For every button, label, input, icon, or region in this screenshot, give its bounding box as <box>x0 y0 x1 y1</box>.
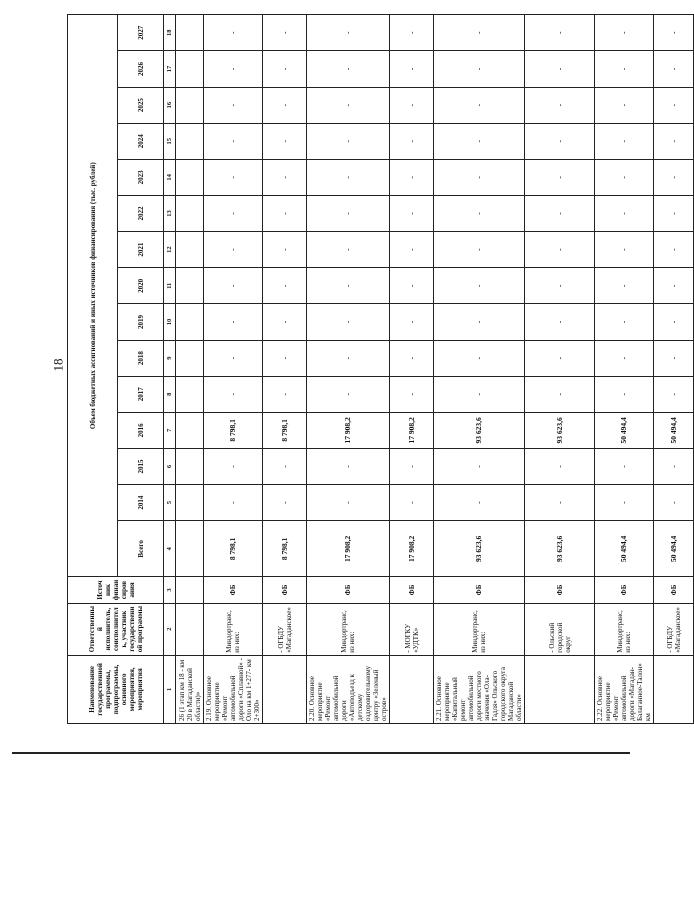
cell-year-value: - <box>204 123 263 159</box>
cell-year-value: - <box>654 340 694 376</box>
cell-year-value: - <box>307 340 390 376</box>
cell-year-value: - <box>307 15 390 51</box>
cell-year-value: - <box>595 232 654 268</box>
cell-year-value: - <box>263 485 307 521</box>
cell-year-value <box>176 376 204 412</box>
cell-total: 50 494,4 <box>654 521 694 577</box>
cell-source: ФБ <box>390 577 434 603</box>
cell-responsible: Миндортранс, из них: <box>595 603 654 655</box>
cell-year-value: - <box>263 232 307 268</box>
cell-year-value: - <box>390 123 434 159</box>
header-year: 2024 <box>118 123 164 159</box>
cell-year-value: - <box>595 15 654 51</box>
column-number: 7 <box>164 412 176 448</box>
cell-year-value: - <box>434 159 525 195</box>
cell-name <box>525 655 595 723</box>
cell-year-value: - <box>307 87 390 123</box>
cell-responsible: - ОГБДУ «Магаданское» <box>263 603 307 655</box>
header-year: 2020 <box>118 268 164 304</box>
cell-year-value: - <box>204 51 263 87</box>
cell-year-value: - <box>525 15 595 51</box>
cell-name: 2.20. Основное мероприятие «Ремонт автомобильной дороги «Автоподъезд к детскому оздоровительному центру «Зеленый остров» <box>307 655 390 723</box>
header-year: 2027 <box>118 15 164 51</box>
cell-year-value: - <box>595 485 654 521</box>
cell-name: 2.22. Основное мероприятие «Ремонт автомобильной дороги «Магадан-Балаганное-Талон» км <box>595 655 654 723</box>
header-year: 2025 <box>118 87 164 123</box>
column-number: 3 <box>164 577 176 603</box>
cell-year-value: - <box>525 195 595 231</box>
cell-year-value: - <box>390 51 434 87</box>
table-row <box>595 15 654 724</box>
cell-year-value <box>176 485 204 521</box>
cell-year-value: - <box>204 448 263 484</box>
cell-year-value: - <box>654 232 694 268</box>
cell-year-value: - <box>434 51 525 87</box>
cell-year-value: - <box>307 232 390 268</box>
table-row <box>263 15 307 724</box>
cell-year-value: - <box>390 15 434 51</box>
table-row <box>390 15 434 724</box>
cell-year-value <box>176 448 204 484</box>
cell-year-value: - <box>595 123 654 159</box>
column-number: 15 <box>164 123 176 159</box>
header-source: Источник финансирования <box>68 577 164 603</box>
cell-source: ФБ <box>525 577 595 603</box>
header-year: 2015 <box>118 448 164 484</box>
cell-year-value: - <box>654 485 694 521</box>
cell-year-value: - <box>390 376 434 412</box>
cell-year-value: 50 494,4 <box>654 412 694 448</box>
cell-year-value: - <box>434 123 525 159</box>
header-year: 2022 <box>118 195 164 231</box>
cell-source: ФБ <box>204 577 263 603</box>
cell-year-value: - <box>595 304 654 340</box>
cell-year-value: - <box>654 268 694 304</box>
cell-responsible: - Ольский городской округ <box>525 603 595 655</box>
header-responsible: Ответственный исполнитель, соисполнитель, участник государственной программы <box>68 603 164 655</box>
cell-total: 93 623,6 <box>525 521 595 577</box>
cell-year-value: - <box>595 87 654 123</box>
table-row <box>654 15 694 724</box>
cell-year-value <box>176 123 204 159</box>
horizontal-rule <box>12 752 630 754</box>
cell-year-value: - <box>595 268 654 304</box>
column-number: 6 <box>164 448 176 484</box>
cell-year-value: - <box>390 232 434 268</box>
cell-total: 17 908,2 <box>390 521 434 577</box>
cell-year-value: - <box>390 159 434 195</box>
header-year: 2014 <box>118 485 164 521</box>
cell-year-value: - <box>204 268 263 304</box>
cell-year-value: - <box>390 87 434 123</box>
cell-year-value: - <box>263 51 307 87</box>
column-number: 2 <box>164 603 176 655</box>
cell-year-value: - <box>654 123 694 159</box>
cell-responsible: Миндортранс, из них: <box>434 603 525 655</box>
cell-year-value: 93 623,6 <box>434 412 525 448</box>
cell-year-value <box>176 268 204 304</box>
cell-year-value <box>176 87 204 123</box>
cell-source <box>176 577 204 603</box>
cell-year-value: - <box>307 448 390 484</box>
cell-name: 26 (1 этап км 18 - км 20 в Магаданской области)» <box>176 655 204 723</box>
cell-year-value <box>176 159 204 195</box>
cell-year-value: - <box>307 485 390 521</box>
cell-year-value: 17 908,2 <box>307 412 390 448</box>
cell-responsible: - ОГБДУ «Магаданское» <box>654 603 694 655</box>
cell-year-value: - <box>204 340 263 376</box>
cell-year-value: - <box>263 448 307 484</box>
cell-year-value: - <box>204 159 263 195</box>
column-number: 5 <box>164 485 176 521</box>
cell-year-value: - <box>307 268 390 304</box>
cell-year-value: - <box>307 376 390 412</box>
table-row <box>204 15 263 724</box>
header-year: 2026 <box>118 51 164 87</box>
cell-source: ФБ <box>434 577 525 603</box>
cell-total: 8 798,1 <box>204 521 263 577</box>
header-funding-title: Объем бюджетных ассигнований и иных источников финансирования (тыс. рублей) <box>68 15 118 577</box>
column-number: 14 <box>164 159 176 195</box>
cell-source: ФБ <box>654 577 694 603</box>
cell-year-value: - <box>525 448 595 484</box>
cell-year-value: - <box>654 448 694 484</box>
column-number: 1 <box>164 655 176 723</box>
cell-year-value: - <box>434 15 525 51</box>
cell-year-value: - <box>525 159 595 195</box>
header-year: 2017 <box>118 376 164 412</box>
header-name: Наименование государственной программы, подпрограммы, основного мероприятия, мероприятия <box>68 655 164 723</box>
cell-year-value: - <box>595 195 654 231</box>
cell-name: 2.19. Основное мероприятие «Ремонт автомобильной дороги «Сплавной» - Оло на км 1+277- км 2+300» <box>204 655 263 723</box>
cell-year-value: - <box>434 376 525 412</box>
cell-year-value: - <box>654 304 694 340</box>
header-year: 2018 <box>118 340 164 376</box>
cell-year-value: - <box>204 376 263 412</box>
cell-year-value <box>176 412 204 448</box>
cell-year-value: - <box>434 268 525 304</box>
cell-year-value: - <box>595 448 654 484</box>
header-year: 2019 <box>118 304 164 340</box>
header-year: 2016 <box>118 412 164 448</box>
cell-year-value: - <box>263 304 307 340</box>
cell-year-value: - <box>204 195 263 231</box>
cell-name <box>263 655 307 723</box>
cell-year-value: - <box>434 448 525 484</box>
cell-year-value: - <box>595 376 654 412</box>
table-row <box>307 15 390 724</box>
cell-year-value: - <box>390 195 434 231</box>
table-row <box>176 15 204 724</box>
cell-year-value: - <box>263 15 307 51</box>
cell-year-value: - <box>525 376 595 412</box>
cell-year-value: - <box>434 485 525 521</box>
cell-year-value: - <box>525 268 595 304</box>
page-number: 18 <box>50 358 66 372</box>
cell-year-value: - <box>204 87 263 123</box>
cell-year-value: - <box>525 51 595 87</box>
cell-year-value: - <box>434 232 525 268</box>
table-row <box>525 15 595 724</box>
cell-source: ФБ <box>307 577 390 603</box>
cell-year-value <box>176 195 204 231</box>
cell-source: ФБ <box>595 577 654 603</box>
cell-year-value: - <box>654 51 694 87</box>
cell-year-value: - <box>595 340 654 376</box>
cell-total: 8 798,1 <box>263 521 307 577</box>
cell-year-value: - <box>434 87 525 123</box>
cell-year-value: - <box>525 87 595 123</box>
cell-year-value: - <box>654 195 694 231</box>
cell-year-value: - <box>434 340 525 376</box>
column-number: 8 <box>164 376 176 412</box>
column-number: 12 <box>164 232 176 268</box>
column-number: 17 <box>164 51 176 87</box>
cell-year-value: - <box>390 304 434 340</box>
cell-year-value: - <box>263 340 307 376</box>
header-year: 2023 <box>118 159 164 195</box>
cell-year-value: - <box>204 485 263 521</box>
cell-year-value: 50 494,4 <box>595 412 654 448</box>
column-number: 18 <box>164 15 176 51</box>
cell-name <box>654 655 694 723</box>
cell-year-value: - <box>654 159 694 195</box>
cell-year-value: 8 798,1 <box>263 412 307 448</box>
cell-total <box>176 521 204 577</box>
cell-name: 2.21. Основное мероприятие «Капитальный ремонт автомобильной дороги местного значения «Ола-Гадля» Ольского городского округа Магаданской области» <box>434 655 525 723</box>
header-year: 2021 <box>118 232 164 268</box>
cell-year-value: - <box>654 376 694 412</box>
cell-year-value: - <box>654 87 694 123</box>
cell-year-value: - <box>525 123 595 159</box>
cell-year-value: - <box>263 376 307 412</box>
cell-year-value: - <box>525 232 595 268</box>
cell-year-value <box>176 340 204 376</box>
cell-year-value <box>176 51 204 87</box>
column-number: 10 <box>164 304 176 340</box>
cell-year-value: - <box>307 304 390 340</box>
cell-responsible: Миндортранс, из них: <box>204 603 263 655</box>
cell-year-value: - <box>307 159 390 195</box>
rotated-table-container <box>67 14 682 724</box>
cell-year-value: - <box>595 51 654 87</box>
cell-year-value: - <box>595 159 654 195</box>
cell-year-value: - <box>263 195 307 231</box>
cell-year-value: - <box>654 15 694 51</box>
cell-year-value <box>176 304 204 340</box>
cell-year-value: - <box>525 304 595 340</box>
cell-year-value: - <box>307 195 390 231</box>
cell-responsible: Миндортранс, из них: <box>307 603 390 655</box>
cell-year-value: - <box>263 87 307 123</box>
cell-year-value: - <box>263 123 307 159</box>
cell-year-value: - <box>204 232 263 268</box>
cell-year-value <box>176 15 204 51</box>
cell-year-value: 8 798,1 <box>204 412 263 448</box>
cell-year-value: - <box>204 15 263 51</box>
cell-source: ФБ <box>263 577 307 603</box>
cell-name <box>390 655 434 723</box>
column-number: 11 <box>164 268 176 304</box>
cell-responsible <box>176 603 204 655</box>
header-total: Всего <box>118 521 164 577</box>
column-number: 4 <box>164 521 176 577</box>
cell-year-value: - <box>390 268 434 304</box>
cell-year-value: - <box>390 340 434 376</box>
cell-year-value: - <box>525 485 595 521</box>
cell-year-value: 93 623,6 <box>525 412 595 448</box>
cell-year-value: - <box>204 304 263 340</box>
cell-responsible: - МОГКУ «УДТК» <box>390 603 434 655</box>
cell-total: 17 908,2 <box>307 521 390 577</box>
column-number: 13 <box>164 195 176 231</box>
table-row <box>434 15 525 724</box>
cell-year-value: - <box>434 195 525 231</box>
cell-year-value: - <box>434 304 525 340</box>
cell-year-value <box>176 232 204 268</box>
cell-year-value: - <box>307 123 390 159</box>
cell-year-value: - <box>390 485 434 521</box>
column-number: 16 <box>164 87 176 123</box>
column-number: 9 <box>164 340 176 376</box>
cell-year-value: - <box>263 159 307 195</box>
cell-total: 93 623,6 <box>434 521 525 577</box>
cell-year-value: 17 908,2 <box>390 412 434 448</box>
cell-total: 50 494,4 <box>595 521 654 577</box>
cell-year-value: - <box>525 340 595 376</box>
cell-year-value: - <box>390 448 434 484</box>
cell-year-value: - <box>307 51 390 87</box>
cell-year-value: - <box>263 268 307 304</box>
funding-table <box>67 14 694 724</box>
